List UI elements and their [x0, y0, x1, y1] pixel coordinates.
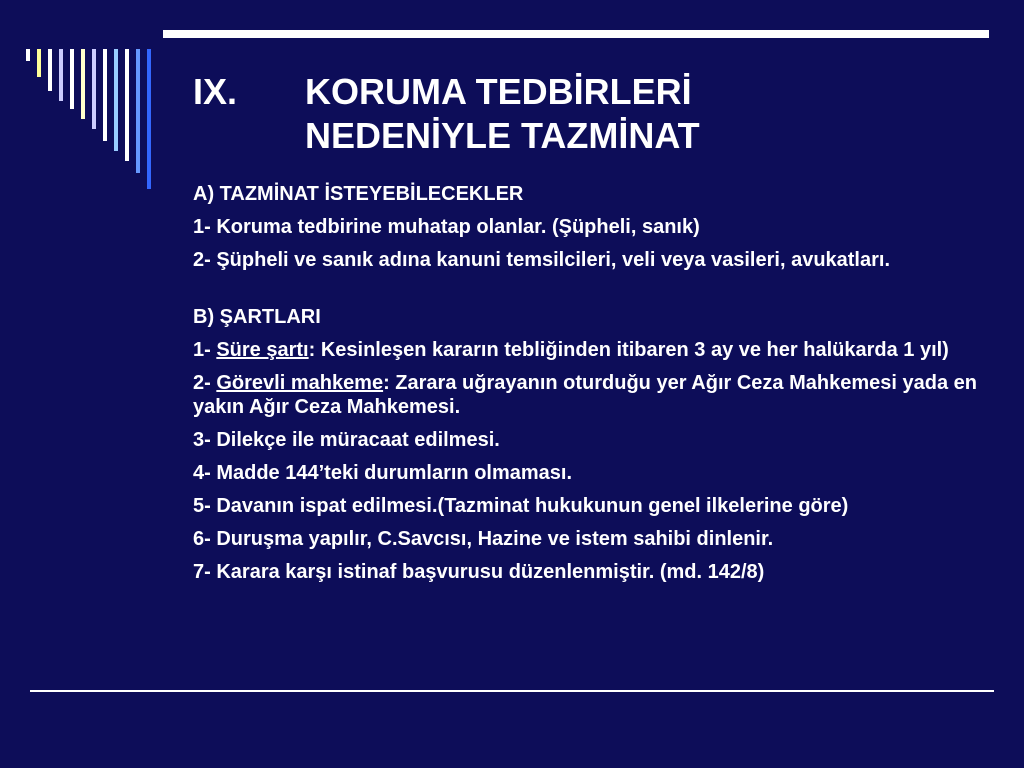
list-item: 5- Davanın ispat edilmesi.(Tazminat hukukunun genel ilkelerine göre) [193, 495, 849, 517]
title-text-1: KORUMA TEDBİRLERİ [305, 71, 692, 112]
list-item: 1- Koruma tedbirine muhatap olanlar. (Şüpheli, sanık) [193, 216, 700, 238]
list-item: 6- Duruşma yapılır, C.Savcısı, Hazine ve istem sahibi dinlenir. [193, 528, 774, 550]
stripe [81, 49, 85, 119]
item-text: : Zarara uğrayanın oturduğu yer Ağır Ceza Mahkemesi yada en yakın Ağır Ceza Mahkemesi. [193, 372, 977, 418]
stripe [147, 49, 151, 189]
slide-title [193, 70, 700, 158]
stripe [26, 49, 30, 61]
list-item: 3- Dilekçe ile müracaat edilmesi. [193, 429, 500, 451]
item-text: : Kesinleşen kararın tebliğinden itibaren 3 ay ve her halükarda 1 yıl) [308, 339, 949, 361]
spacer [193, 281, 983, 305]
section-b-heading: B) ŞARTLARI [193, 306, 321, 328]
section-a-heading: A) TAZMİNAT İSTEYEBİLECEKLER [193, 183, 524, 205]
list-item: 2- Şüpheli ve sanık adına kanuni temsilcileri, veli veya vasileri, avukatları. [193, 249, 891, 271]
list-item: 4- Madde 144’teki durumların olmaması. [193, 462, 573, 484]
stripe [103, 49, 107, 141]
stripe [92, 49, 96, 129]
title-text-2: NEDENİYLE TAZMİNAT [305, 115, 700, 156]
slide-body [193, 182, 983, 593]
stripe [114, 49, 118, 151]
list-item: 7- Karara karşı istinaf başvurusu düzenlenmiştir. (md. 142/8) [193, 561, 765, 583]
stripe [37, 49, 41, 77]
list-item [193, 338, 983, 362]
top-rule [163, 30, 989, 38]
title-number: IX. [193, 71, 238, 112]
underlined-term: Süre şartı [216, 339, 309, 361]
underlined-term: Görevli mahkeme [216, 372, 384, 394]
stripe [70, 49, 74, 109]
stripe [125, 49, 129, 161]
bottom-rule [30, 690, 994, 692]
title-line-1 [193, 70, 700, 114]
item-prefix: 2- [193, 372, 217, 394]
stripe [48, 49, 52, 91]
stripe [59, 49, 63, 101]
item-prefix: 1- [193, 339, 217, 361]
stripe [136, 49, 140, 173]
list-item [193, 371, 983, 419]
decorative-stripes [26, 49, 166, 209]
